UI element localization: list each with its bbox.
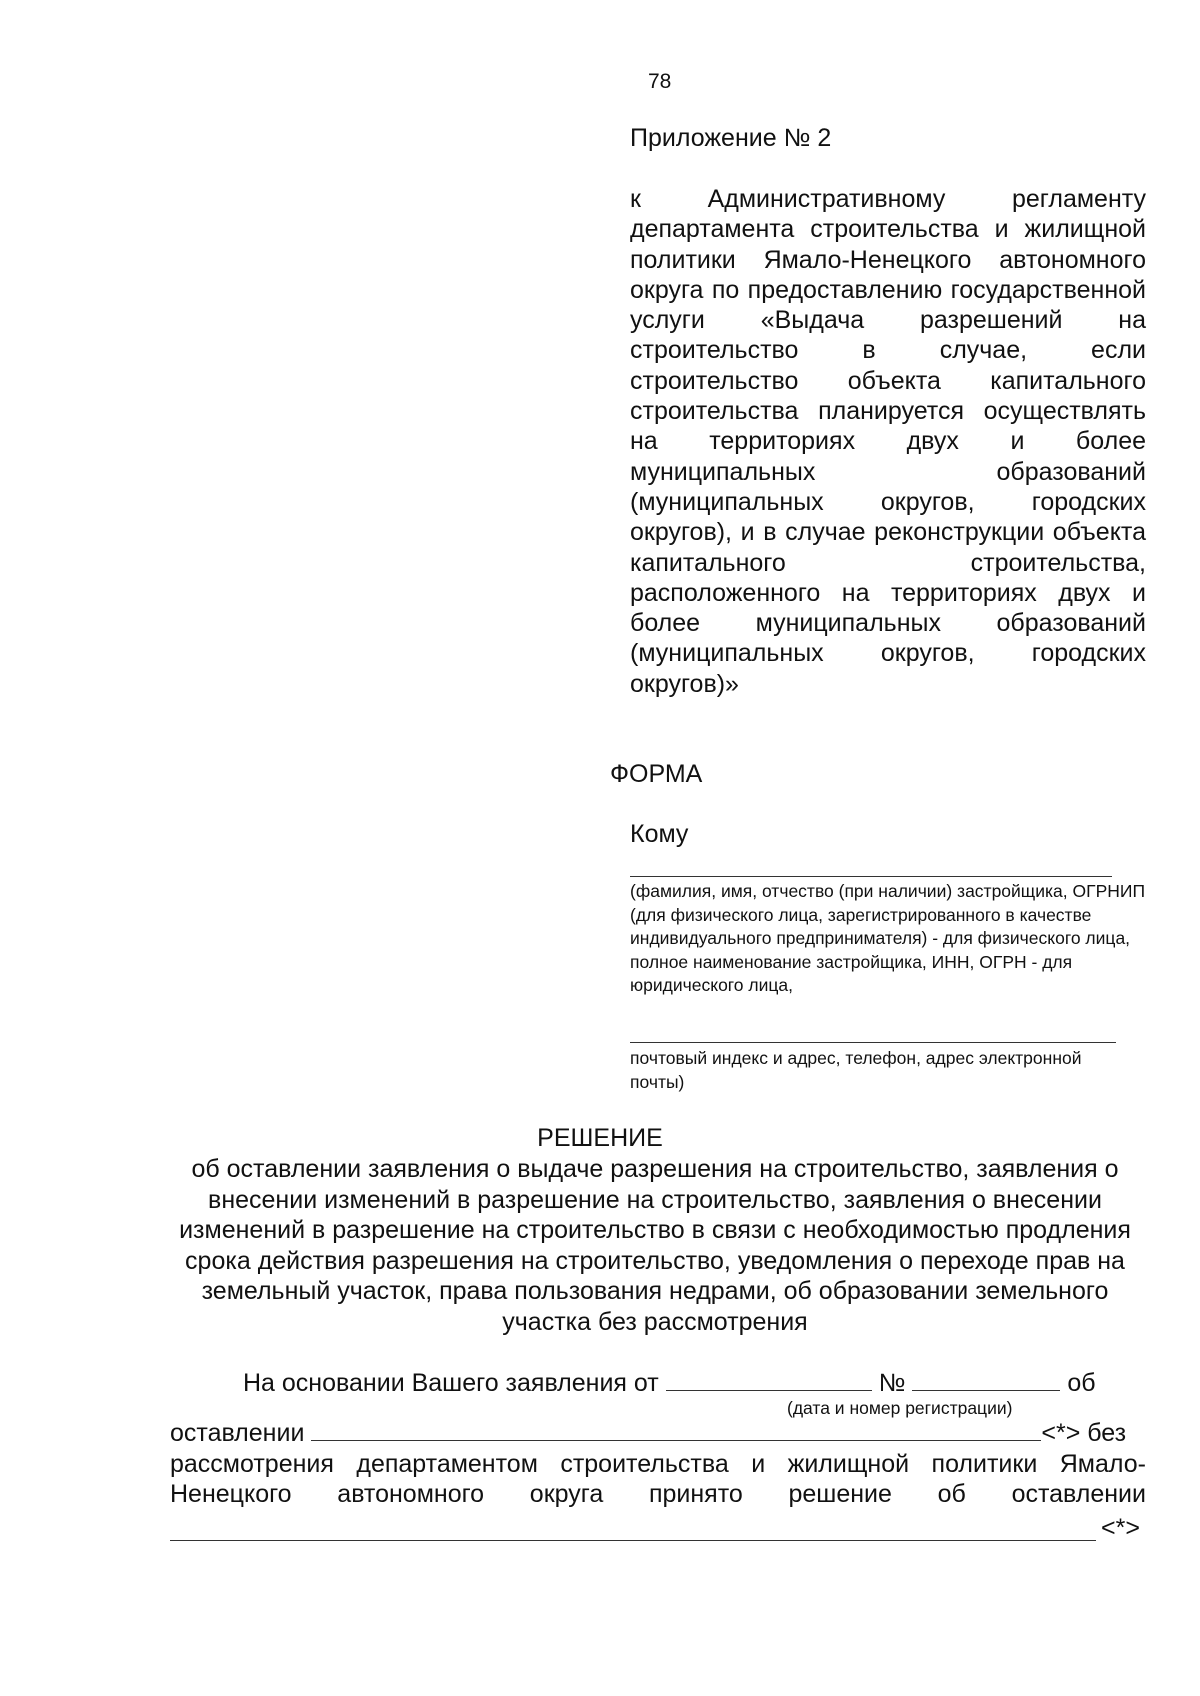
decision-object-line xyxy=(170,1540,1096,1541)
body-line1-start: На основании Вашего заявления от xyxy=(243,1369,659,1397)
line3-word: департаментом xyxy=(356,1450,538,1478)
line4-word: об xyxy=(937,1480,966,1508)
page-number: 78 xyxy=(648,70,672,93)
line3-word: строительства xyxy=(560,1450,729,1478)
line3-word: и xyxy=(751,1450,766,1478)
end-mark: <*> xyxy=(1101,1514,1140,1542)
line4-word: решение xyxy=(788,1480,892,1508)
line3-word: политики xyxy=(931,1450,1038,1478)
body-line-4 xyxy=(170,1480,1146,1509)
body-line-2 xyxy=(170,1418,1126,1448)
body-line-1 xyxy=(243,1368,1096,1398)
line3-word: рассмотрения xyxy=(170,1450,334,1478)
line4-word: автономного xyxy=(337,1480,485,1508)
recipient-note-2: почтовый индекс и адрес, телефон, адрес электронной почты) xyxy=(630,1048,1082,1092)
line3-word: жилищной xyxy=(787,1450,910,1478)
line4-word: принято xyxy=(648,1480,743,1508)
recipient-address-line xyxy=(630,1042,1116,1043)
line3-word: Ямало- xyxy=(1059,1450,1146,1478)
recipient-label: Кому xyxy=(630,820,689,848)
registration-caption: (дата и номер регистрации) xyxy=(787,1398,1013,1418)
number-sign: № xyxy=(878,1369,906,1397)
form-label: ФОРМА xyxy=(610,760,703,788)
annex-text: к Административному регламенту департамента строительства и жилищной политики Ямало-Ненецкого автономного округа по предоставлению государственной услуги «Выдача разрешений на строительство в случае, если строительство объекта капитального строительства планируется осуществлять на территориях двух и более муниципальных образований (муниципальных округов, городских округов), и в случае реконструкции объекта капитального строительства, расположенного на территориях двух и более муниципальных образований (муниципальных округов, городских округов)» xyxy=(630,185,1146,698)
body-line2-end: <*> без xyxy=(1041,1419,1127,1447)
line4-word: Ненецкого xyxy=(170,1480,292,1508)
application-number-field xyxy=(912,1368,1060,1391)
body-line1-end: об xyxy=(1067,1369,1096,1397)
application-type-field xyxy=(311,1418,1041,1441)
line4-word: округа xyxy=(529,1480,604,1508)
annex-title: Приложение № 2 xyxy=(630,124,832,152)
recipient-name-line xyxy=(630,876,1112,877)
body-line2-start: оставлении xyxy=(170,1419,305,1447)
line4-word: оставлении xyxy=(1011,1480,1146,1508)
application-date-field xyxy=(666,1368,872,1391)
body-line-3 xyxy=(170,1450,1146,1479)
decision-title: РЕШЕНИЕ xyxy=(537,1124,663,1152)
decision-subtitle: об оставлении заявления о выдаче разрешения на строительство, заявления о внесении изменений в разрешение на строительство, заявления о внесении изменений в разрешение на строительство в связи с необходимостью продления срока действия разрешения на строительство, уведомления о переходе прав на земельный участок, права пользования недрами, об образовании земельного участка без рассмотрения xyxy=(179,1155,1131,1336)
recipient-note-1: (фамилия, имя, отчество (при наличии) застройщика, ОГРНИП (для физического лица, зарегистрированного в качестве индивидуального предпринимателя) - для физического лица, полное наименование застройщика, ИНН, ОГРН - для юридического лица, xyxy=(630,881,1146,995)
